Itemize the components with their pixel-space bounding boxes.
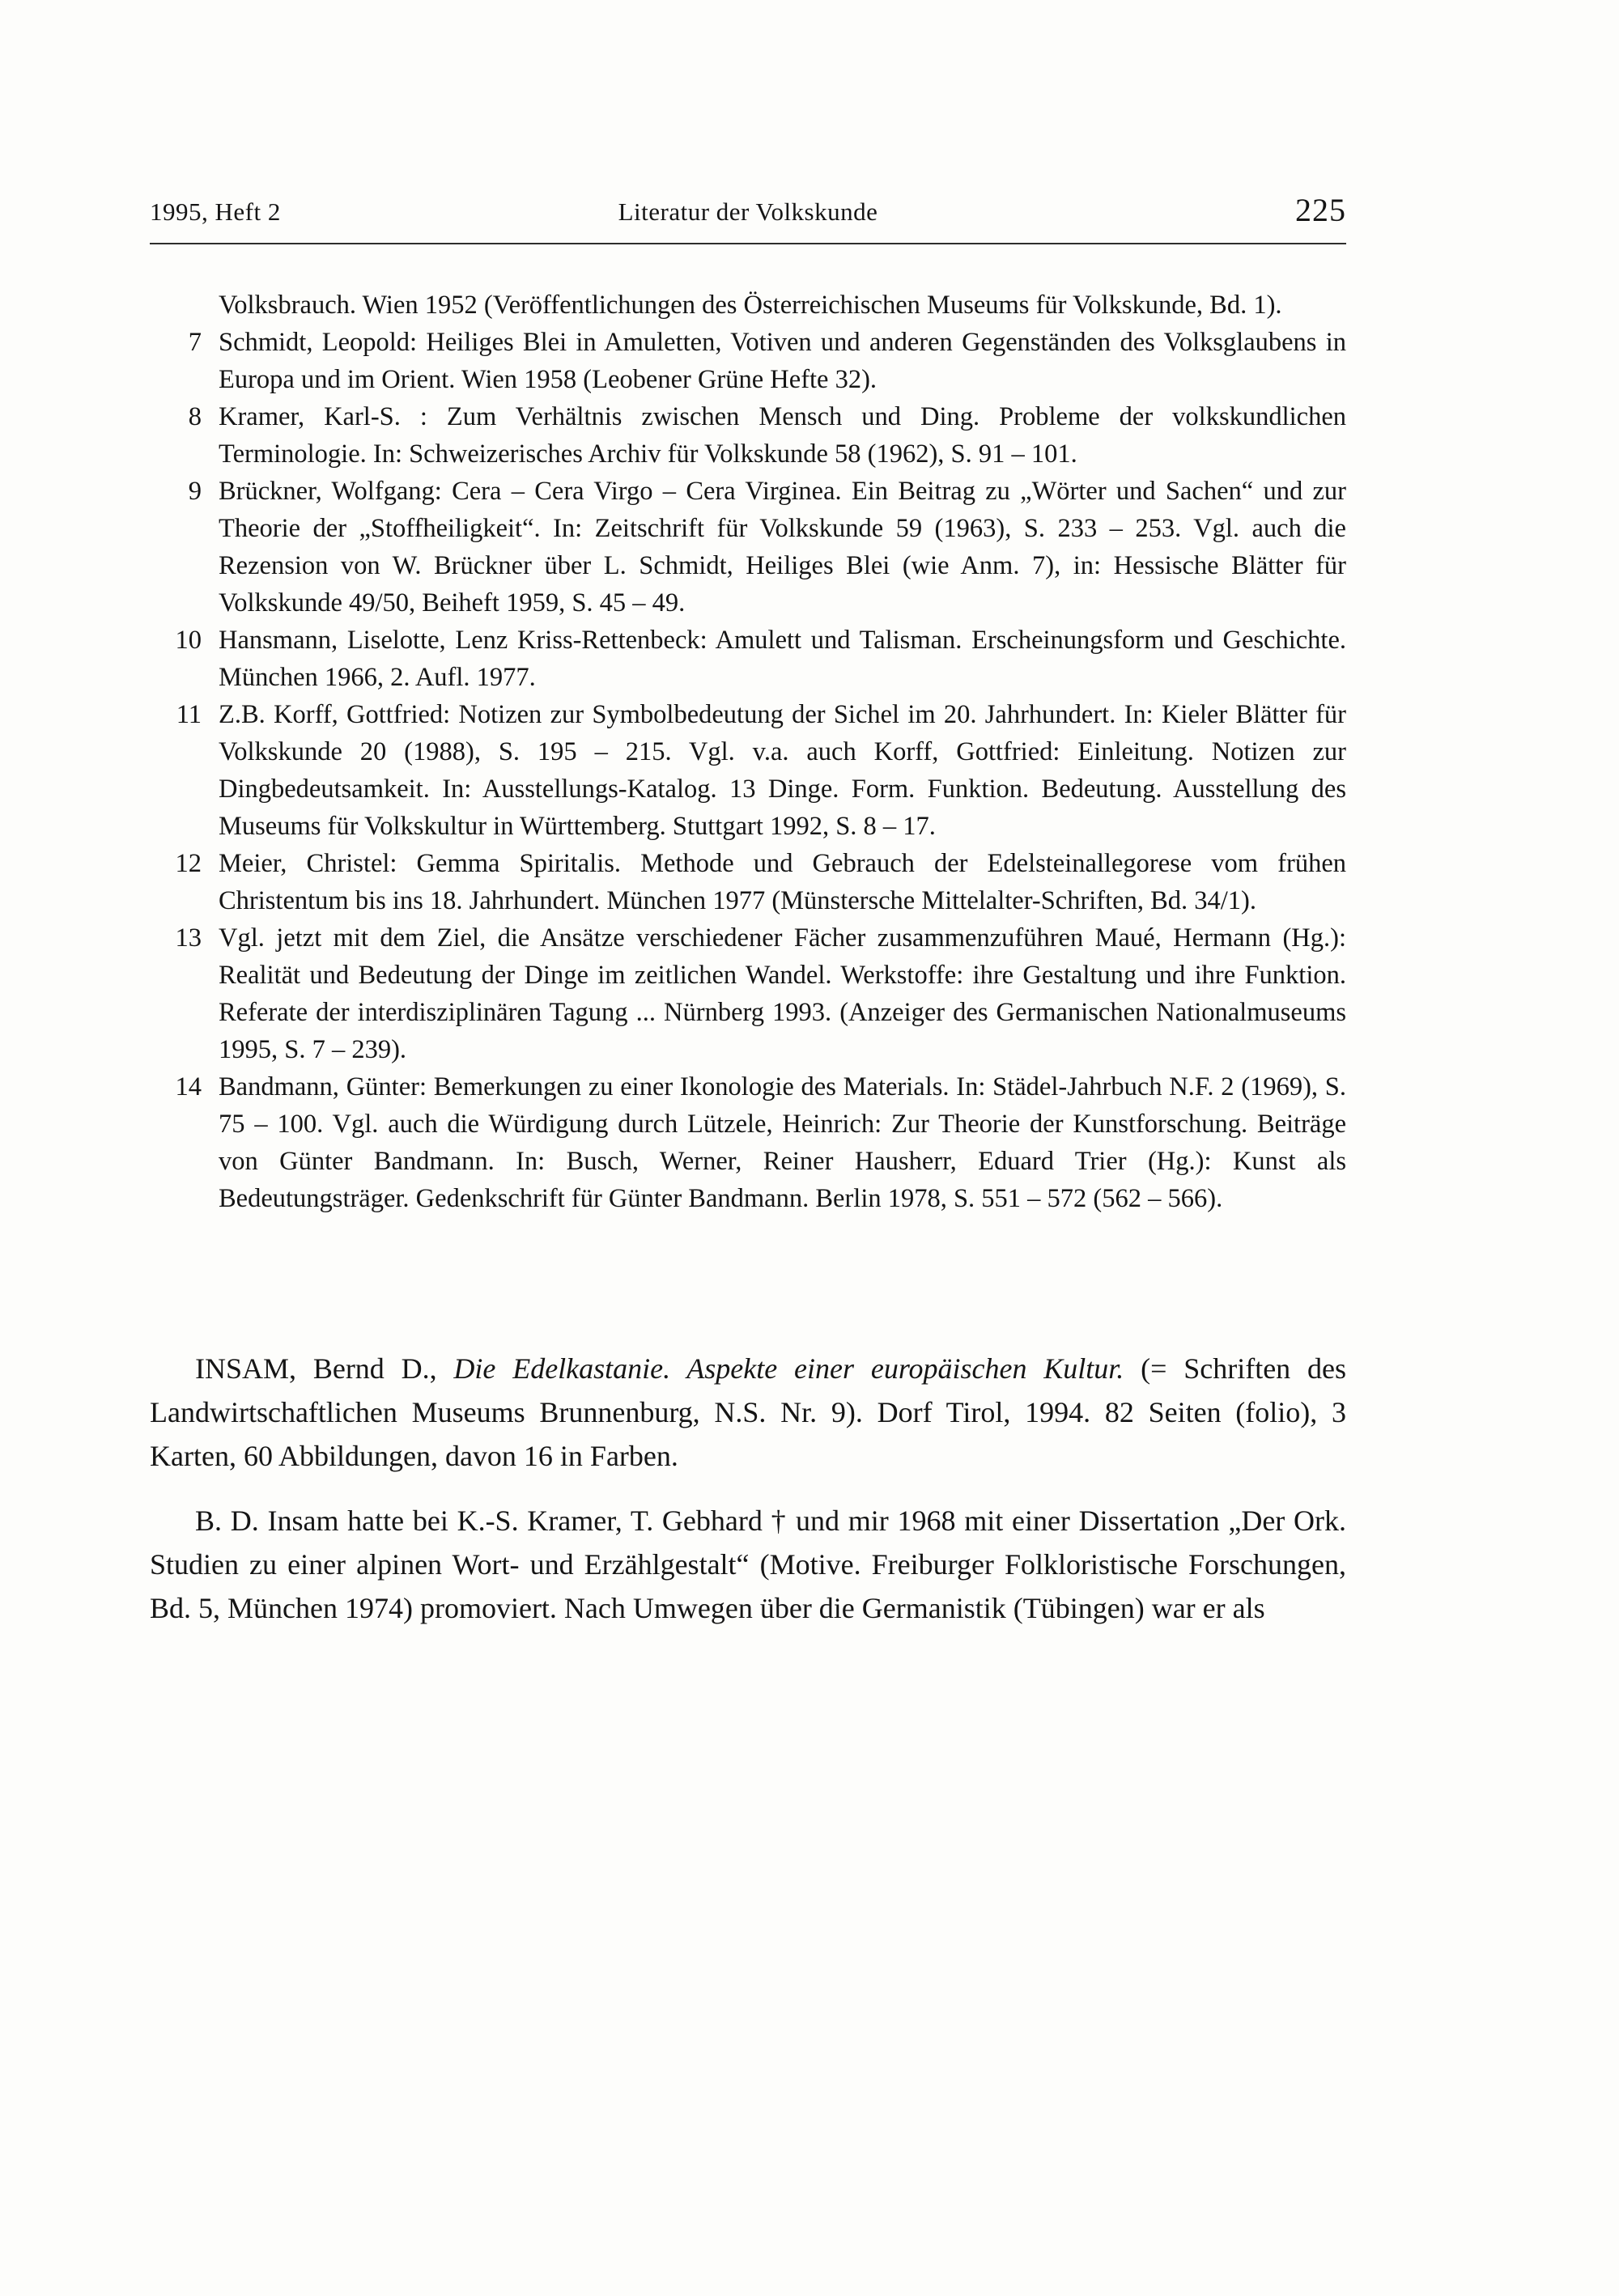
review-citation-details: (= Schriften des Landwirtschaftlichen Museums Brunnenburg, N.S. Nr. 9). Dorf Tirol, 1994. 82 Seiten (folio), 3 Karten, 60 Abbildungen, davon 16 in Farben. [150,1352,1346,1472]
footnote-text: Brückner, Wolfgang: Cera – Cera Virgo – Cera Virginea. Ein Beitrag zu „Wörter und Sachen“ und zur Theorie der „Stoffheiligkeit“. In: Zeitschrift für Volkskunde 59 (1963), S. 233 – 253. Vgl. auch die Rezension von W. Brückner über L. Schmidt, Heiliges Blei (wie Anm. 7), in: Hessische Blätter für Volkskunde 49/50, Beiheft 1959, S. 45 – 49. [219,477,1346,618]
footnote-text: Meier, Christel: Gemma Spiritalis. Methode und Gebrauch der Edelsteinallegorese vom frühen Christentum bis ins 18. Jahrhundert. München 1977 (Münstersche Mittelalter-Schriften, Bd. 34/1). [219,849,1346,915]
review-author: INSAM, Bernd D., [195,1352,454,1385]
footnote-text: Bandmann, Günter: Bemerkungen zu einer Ikonologie des Materials. In: Städel-Jahrbuch N.F. 2 (1969), S. 75 – 100. Vgl. auch die Würdigung durch Lützele, Heinrich: Zur Theorie der Kunstforschung. Beiträge von Günter Bandmann. In: Busch, Werner, Reiner Hausherr, Eduard Trier (Hg.): Kunst als Bedeutungsträger. Gedenkschrift für Günter Bandmann. Berlin 1978, S. 551 – 572 (562 – 566). [219,1072,1346,1213]
footnote-text: Hansmann, Liselotte, Lenz Kriss-Rettenbeck: Amulett und Talisman. Erscheinungsform und Geschichte. München 1966, 2. Aufl. 1977. [219,626,1346,692]
page-number: 225 [1295,192,1346,228]
book-review [150,1347,1346,1630]
footnote-number: 9 [188,477,202,506]
footnote-number: 10 [175,626,202,655]
footnote-item [150,398,1346,473]
review-book-title: Die Edelkastanie. Aspekte einer europäischen Kultur. [453,1352,1124,1385]
review-citation [150,1347,1346,1478]
footnote-number: 14 [175,1072,202,1101]
footnote-text: Kramer, Karl-S. : Zum Verhältnis zwischen Mensch und Ding. Probleme der volkskundlichen Terminologie. In: Schweizerisches Archiv für Volkskunde 58 (1962), S. 91 – 101. [219,402,1346,469]
footnote-number: 11 [176,700,202,729]
footnote-number: 8 [188,402,202,431]
issue-label: 1995, Heft 2 [150,197,281,226]
footnote-number: 13 [175,923,202,953]
section-title: Literatur der Volkskunde [618,197,878,226]
footnote-number: 7 [188,328,202,357]
footnote-item [150,324,1346,398]
footnotes-list [150,286,1346,1217]
footnote-continuation: Volksbrauch. Wien 1952 (Veröffentlichungen des Österreichischen Museums für Volkskunde, Bd. 1). [219,291,1282,320]
footnote-item [150,1068,1346,1217]
footnote-text: Vgl. jetzt mit dem Ziel, die Ansätze verschiedener Fächer zusammenzuführen Maué, Hermann (Hg.): Realität und Bedeutung der Dinge im zeitlichen Wandel. Werkstoffe: ihre Gestaltung und ihre Funktion. Referate der interdisziplinären Tagung ... Nürnberg 1993. (Anzeiger des Germanischen Nationalmuseums 1995, S. 7 – 239). [219,923,1346,1064]
footnote-item [150,622,1346,696]
footnote-item [150,473,1346,622]
footnote-item [150,845,1346,919]
header-divider [150,243,1346,244]
footnote-text: Schmidt, Leopold: Heiliges Blei in Amuletten, Votiven und anderen Gegenständen des Volksglaubens in Europa und im Orient. Wien 1958 (Leobener Grüne Hefte 32). [219,328,1346,394]
footnote-item [150,696,1346,845]
footnote-text: Z.B. Korff, Gottfried: Notizen zur Symbolbedeutung der Sichel im 20. Jahrhundert. In: Kieler Blätter für Volkskunde 20 (1988), S. 195 – 215. Vgl. v.a. auch Korff, Gottfried: Einleitung. Notizen zur Dingbedeutsamkeit. In: Ausstellungs-Katalog. 13 Dinge. Form. Funktion. Bedeutung. Ausstellung des Museums für Volkskultur in Württemberg. Stuttgart 1992, S. 8 – 17. [219,700,1346,841]
running-head [150,194,1346,231]
review-body-paragraph: B. D. Insam hatte bei K.-S. Kramer, T. Gebhard † und mir 1968 mit einer Dissertation „Der Ork. Studien zu einer alpinen Wort- und Erzählgestalt“ (Motive. Freiburger Folkloristische Forschungen, Bd. 5, München 1974) promoviert. Nach Umwegen über die Germanistik (Tübingen) war er als [150,1504,1346,1624]
footnote-number: 12 [175,849,202,878]
footnote-item [150,919,1346,1068]
